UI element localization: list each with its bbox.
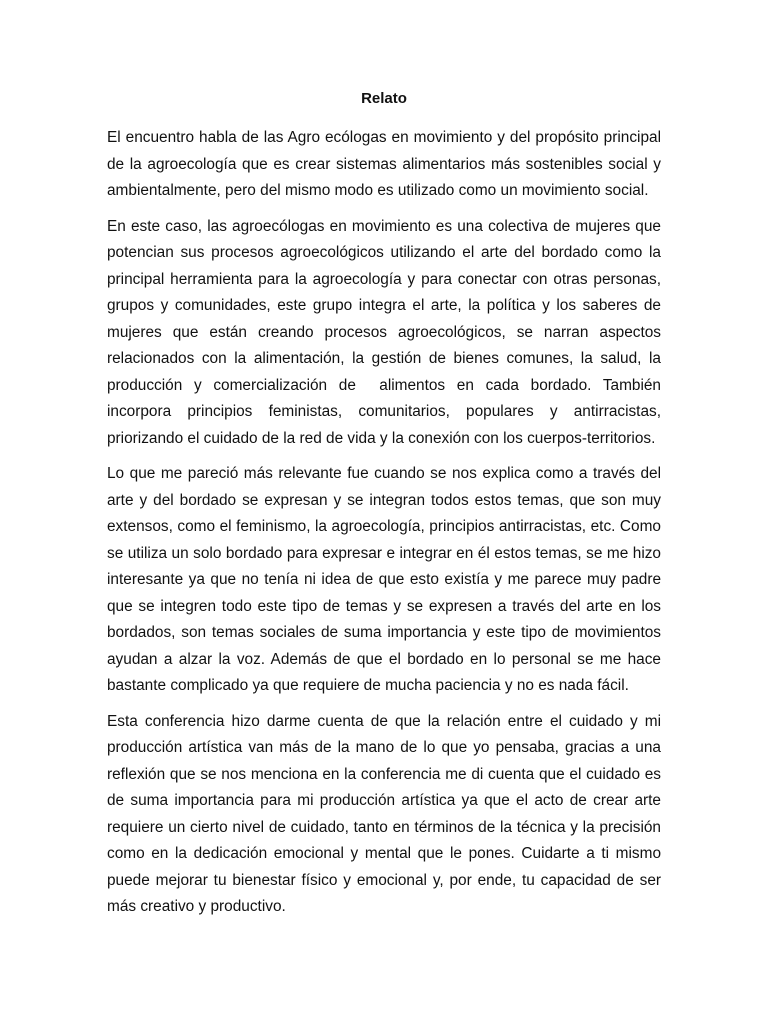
document-body	[107, 125, 666, 921]
paragraph-3: Lo que me pareció más relevante fue cuando se nos explica como a través del arte y del bordado se expresan y se integran todos estos temas, que son muy extensos, como el feminismo, la agroecología, principios antirracistas, etc. Como se utiliza un solo bordado para expresar e integrar en él estos temas, se me hizo interesante ya que no tenía ni idea de que esto existía y me parece muy padre que se integren todo este tipo de temas y se expresen a través del arte en los bordados, son temas sociales de suma importancia y este tipo de movimientos ayudan a alzar la voz. Además de que el bordado en lo personal se me hace bastante complicado ya que requiere de mucha paciencia y no es nada fácil.	[107, 465, 666, 694]
paragraph-4: Esta conferencia hizo darme cuenta de que la relación entre el cuidado y mi producción artística van más de la mano de lo que yo pensaba, gracias a una reflexión que se nos menciona en la conferencia me di cuenta que el cuidado es de suma importancia para mi producción artística ya que el acto de crear arte requiere un cierto nivel de cuidado, tanto en términos de la técnica y la precisión como en la dedicación emocional y mental que le pones. Cuidarte a ti mismo puede mejorar tu bienestar físico y emocional y, por ende, tu capacidad de ser más creativo y productivo.	[107, 712, 666, 915]
paragraph-1: El encuentro habla de las Agro ecólogas en movimiento y del propósito principal de la agroecología que es crear sistemas alimentarios más sostenibles social y ambientalmente, pero del mismo modo es utilizado como un movimiento social.	[107, 129, 666, 199]
paragraph-2: En este caso, las agroecólogas en movimiento es una colectiva de mujeres que potencian sus procesos agroecológicos utilizando el arte del bordado como la principal herramienta para la agroecología y para conectar con otras personas, grupos y comunidades, este grupo integra el arte, la política y los saberes de mujeres que están creando procesos agroecológicos, se narran aspectos relacionados con la alimentación, la gestión de bienes comunes, la salud, la producción y comercialización de alimentos en cada bordado. También incorpora principios feministas, comunitarios, populares y antirracistas, priorizando el cuidado de la red de vida y la conexión con los cuerpos-territorios.	[107, 217, 666, 447]
document-title: Relato	[361, 90, 407, 107]
